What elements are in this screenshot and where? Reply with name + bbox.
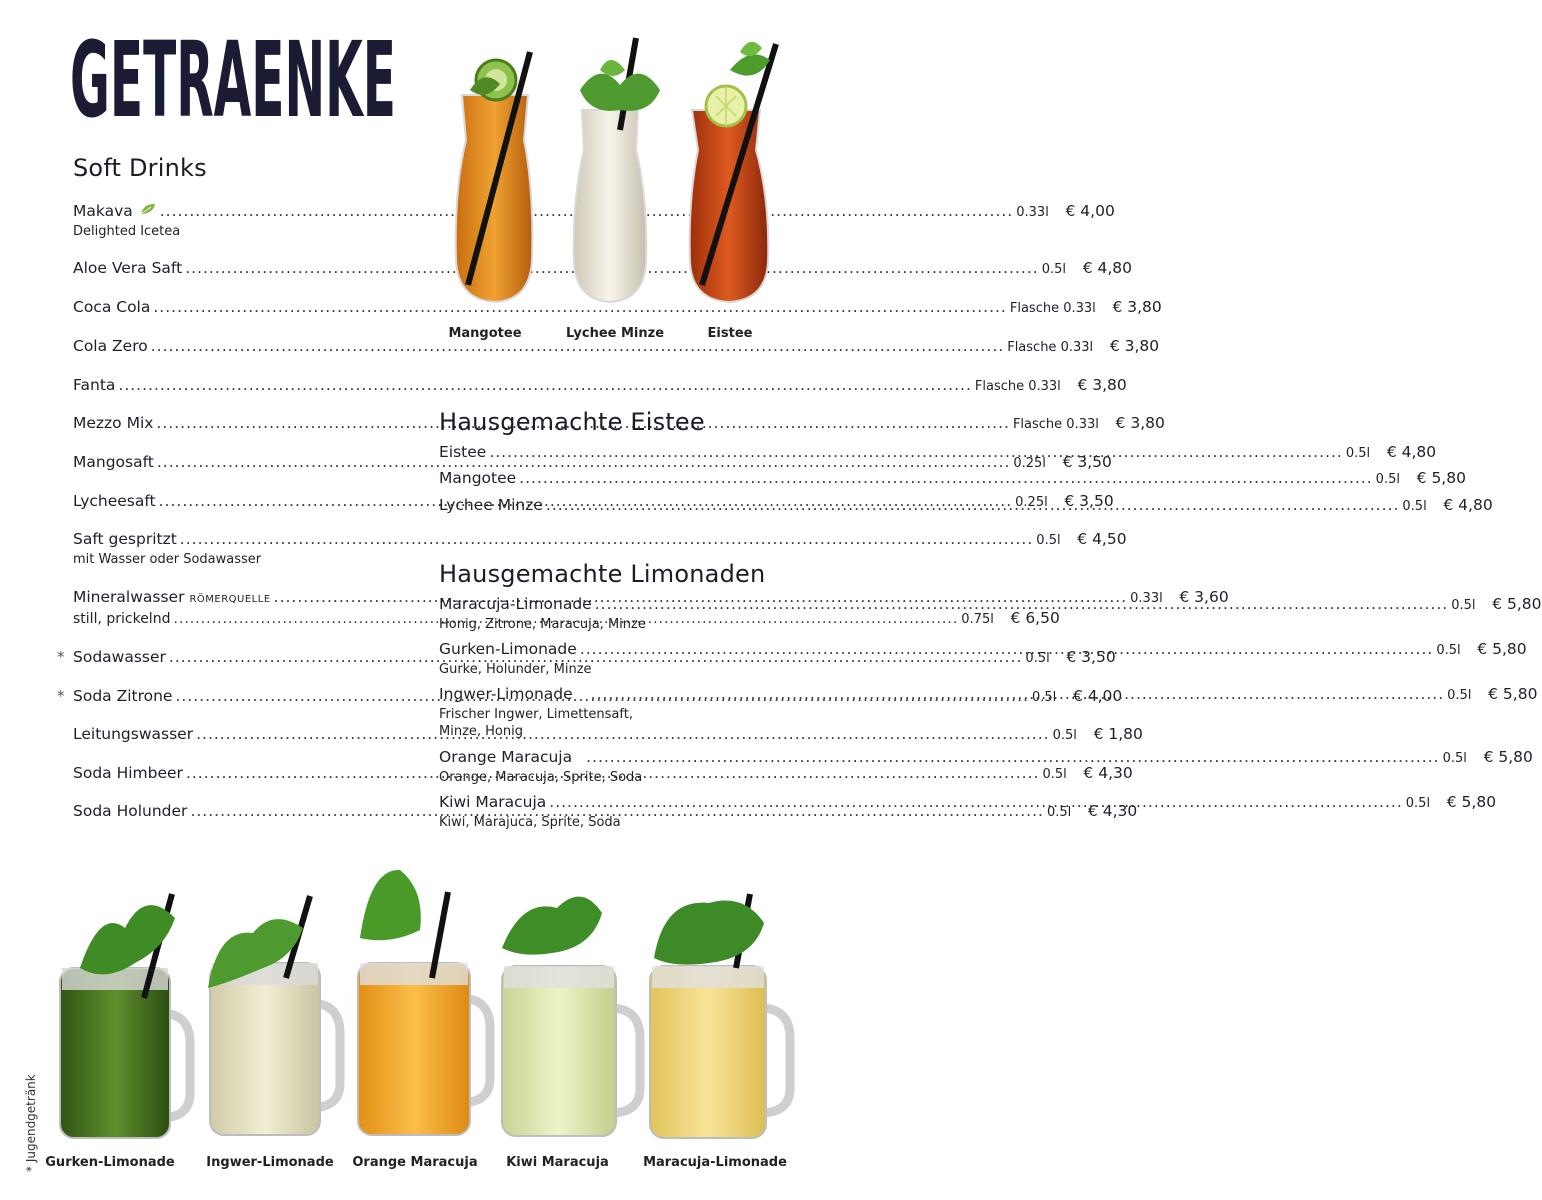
item-name: still, prickelnd xyxy=(73,611,171,627)
item-size: 0.5l xyxy=(1041,262,1066,277)
mangotee-carafe xyxy=(456,52,533,302)
jar-caption: Maracuja-Limonade xyxy=(643,1155,787,1170)
item-price: € 3,50 xyxy=(1062,453,1112,471)
menu-item xyxy=(73,297,1162,319)
item-price: € 6,50 xyxy=(1010,609,1060,627)
item-price: € 5,80 xyxy=(1416,469,1466,487)
menu-item xyxy=(73,201,1115,240)
item-description: Honig, Zitrone, Maracuja, Minze xyxy=(439,617,646,632)
carafe-caption: Eistee xyxy=(707,326,753,341)
item-name: Kiwi Maracuja xyxy=(439,793,547,811)
item-name: Soda Zitrone xyxy=(73,687,173,705)
item-size: 0.5l xyxy=(1436,643,1461,658)
item-description: Frischer Ingwer, Limettensaft, xyxy=(439,707,633,722)
item-size: 0.5l xyxy=(1402,499,1427,514)
item-price: € 5,80 xyxy=(1446,793,1497,811)
jar-caption: Gurken-Limonade xyxy=(45,1155,175,1170)
item-size: 0.5l xyxy=(1405,796,1431,811)
dot-leader xyxy=(180,529,1034,549)
orange-maracuja-jar xyxy=(358,870,490,1135)
gurken-limonade-jar xyxy=(60,894,190,1138)
menu-item xyxy=(73,258,1132,280)
item-name: Mangosaft xyxy=(73,453,154,471)
item-name: Ingwer-Limonade xyxy=(439,685,573,703)
item-price: € 4,00 xyxy=(1065,202,1115,220)
item-size: 0.5l xyxy=(1046,805,1072,820)
item-name: Leitungswasser xyxy=(73,725,194,743)
item-price: € 3,80 xyxy=(1109,337,1160,355)
carafe-caption: Mangotee xyxy=(448,326,522,341)
page-title xyxy=(70,19,400,141)
youth-drink-star: * xyxy=(57,648,65,666)
maracuja-limonade-jar xyxy=(650,894,790,1138)
item-description: Orange, Maracuja, Sprite, Soda xyxy=(439,770,643,785)
item-name: Aloe Vera Saft xyxy=(73,259,183,277)
item-price: € 5,80 xyxy=(1488,685,1538,703)
item-size: 0.75l xyxy=(961,612,994,627)
item-price: € 3,80 xyxy=(1077,376,1127,394)
item-price: € 4,80 xyxy=(1386,443,1437,461)
dot-leader xyxy=(118,375,972,395)
item-size: Flasche 0.33l xyxy=(1012,417,1099,432)
item-size: Flasche 0.33l xyxy=(1007,340,1094,355)
dot-leader xyxy=(546,495,1400,515)
item-description: mit Wasser oder Sodawasser xyxy=(73,552,262,567)
vegan-leaf-icon xyxy=(139,202,157,216)
item-description: Kiwi, Marajuca, Sprite, Soda xyxy=(439,815,621,830)
item-price: € 4,50 xyxy=(1077,530,1127,548)
dot-leader xyxy=(489,442,1343,462)
item-name: Mineralwasser xyxy=(73,588,185,606)
item-description: Minze, Honig xyxy=(439,724,523,739)
item-price: € 4,00 xyxy=(1072,687,1123,705)
jar-caption: Orange Maracuja xyxy=(352,1155,478,1170)
item-size: 0.5l xyxy=(1042,767,1067,782)
dot-leader xyxy=(595,594,1449,614)
item-size: 0.5l xyxy=(1031,690,1057,705)
kiwi-maracuja-jar xyxy=(502,897,640,1136)
menu-item xyxy=(73,375,1127,397)
item-size: 0.5l xyxy=(1345,446,1371,461)
item-size: 0.25l xyxy=(1015,495,1048,510)
item-size: Flasche 0.33l xyxy=(1009,301,1096,316)
item-price: € 4,30 xyxy=(1087,802,1138,820)
carafe-caption: Lychee Minze xyxy=(565,326,665,341)
jar-caption: Ingwer-Limonade xyxy=(206,1155,334,1170)
item-name: Gurken-Limonade xyxy=(439,640,577,658)
item-price: € 4,80 xyxy=(1082,259,1132,277)
item-size: 0.5l xyxy=(1447,688,1472,703)
item-size: 0.5l xyxy=(1451,598,1476,613)
item-size: 0.5l xyxy=(1442,751,1467,766)
lychee-minze-carafe xyxy=(574,38,660,302)
item-size: 0.33l xyxy=(1016,205,1049,220)
dot-leader xyxy=(519,468,1373,488)
item-size: 0.5l xyxy=(1375,472,1400,487)
item-price: € 3,50 xyxy=(1066,648,1116,666)
item-price: € 5,80 xyxy=(1477,640,1527,658)
item-size: 0.5l xyxy=(1025,651,1050,666)
item-name: Maracuja-Limonade xyxy=(439,595,592,613)
ingwer-limonade-jar xyxy=(208,896,340,1135)
youth-drink-footnote: * Jugendgetränk xyxy=(24,1074,38,1172)
item-price: € 3,60 xyxy=(1179,588,1229,606)
item-size: 0.33l xyxy=(1130,591,1163,606)
iced-tea-carafes-image xyxy=(440,30,800,320)
item-name: Eistee xyxy=(439,443,487,461)
item-size: 0.5l xyxy=(1052,728,1077,743)
item-size: Flasche 0.33l xyxy=(974,379,1061,394)
item-name: Cola Zero xyxy=(73,337,148,355)
item-name: Fanta xyxy=(73,376,116,394)
menu-item xyxy=(73,336,1160,358)
brand-note: RÖMERQUELLE xyxy=(189,594,271,605)
menu-item xyxy=(73,529,1127,568)
page-title-text: GETRAENKE xyxy=(70,19,396,141)
item-price: € 5,80 xyxy=(1483,748,1533,766)
jar-caption: Kiwi Maracuja xyxy=(506,1155,609,1170)
menu-item xyxy=(439,468,1466,490)
item-price: € 1,80 xyxy=(1093,725,1143,743)
item-price: € 3,80 xyxy=(1112,298,1162,316)
item-size: 0.25l xyxy=(1013,456,1046,471)
dot-leader xyxy=(586,747,1440,767)
item-size: 0.5l xyxy=(1036,533,1061,548)
item-name: Lychee Minze xyxy=(439,496,543,514)
dot-leader xyxy=(591,684,1445,704)
item-name: Saft gespritzt xyxy=(73,530,177,548)
item-name: Soda Holunder xyxy=(73,802,188,820)
item-name: Makava xyxy=(73,202,133,220)
item-name: Sodawasser xyxy=(73,648,166,666)
item-price: € 4,80 xyxy=(1443,496,1493,514)
item-name: Soda Himbeer xyxy=(73,764,183,782)
dot-leader xyxy=(580,639,1434,659)
lemonade-jars-image xyxy=(40,868,800,1144)
eistee-carafe xyxy=(690,42,776,302)
item-name: Orange Maracuja xyxy=(439,748,573,766)
item-description: Gurke, Holunder, Minze xyxy=(439,662,592,677)
item-price: € 3,50 xyxy=(1064,492,1114,510)
item-name: Lycheesaft xyxy=(73,492,156,510)
eistee-heading: Hausgemachte Eistee xyxy=(439,408,705,436)
item-name: Mangotee xyxy=(439,469,517,487)
youth-drink-star: * xyxy=(57,687,65,705)
dot-leader xyxy=(549,792,1403,812)
item-price: € 5,80 xyxy=(1492,595,1542,613)
item-price: € 4,30 xyxy=(1083,764,1133,782)
item-price: € 3,80 xyxy=(1115,414,1165,432)
item-name: Mezzo Mix xyxy=(73,414,154,432)
item-name: Coca Cola xyxy=(73,298,151,316)
item-description: Delighted Icetea xyxy=(73,224,181,239)
limonaden-heading: Hausgemachte Limonaden xyxy=(439,560,766,588)
soft-drinks-heading: Soft Drinks xyxy=(73,154,207,182)
